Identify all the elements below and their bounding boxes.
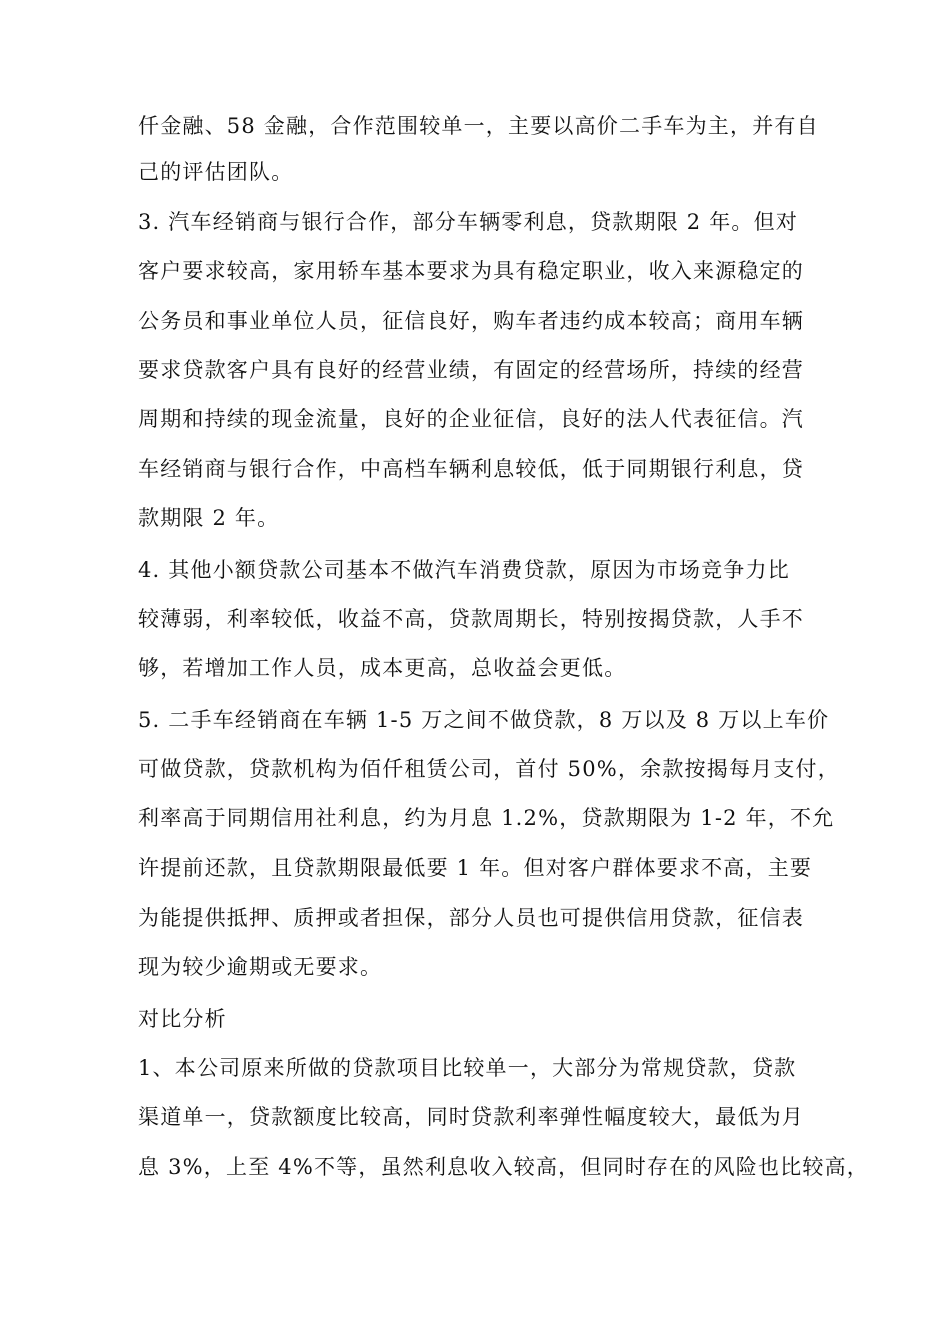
text-line: 息 3%，上至 4%不等，虽然利息收入较高，但同时存在的风险也比较高， xyxy=(138,1155,869,1179)
text-line: 己的评估团队。 xyxy=(138,160,294,184)
text-line: 许提前还款，且贷款期限最低要 1 年。但对客户群体要求不高，主要 xyxy=(138,856,813,880)
text-line: 1、本公司原来所做的贷款项目比较单一，大部分为常规贷款，贷款 xyxy=(138,1056,797,1080)
text-line: 4. 其他小额贷款公司基本不做汽车消费贷款，原因为市场竞争力比 xyxy=(138,558,790,582)
text-line: 公务员和事业单位人员，征信良好，购车者违约成本较高；商用车辆 xyxy=(138,309,804,333)
text-line: 够，若增加工作人员，成本更高，总收益会更低。 xyxy=(138,656,627,680)
text-line: 5. 二手车经销商在车辆 1-5 万之间不做贷款，8 万以及 8 万以上车价 xyxy=(138,708,830,732)
text-line: 款期限 2 年。 xyxy=(138,506,280,530)
text-line: 要求贷款客户具有良好的经营业绩，有固定的经营场所，持续的经营 xyxy=(138,358,804,382)
text-line: 车经销商与银行合作，中高档车辆利息较低，低于同期银行利息，贷 xyxy=(138,457,804,481)
text-line: 3. 汽车经销商与银行合作，部分车辆零利息，贷款期限 2 年。但对 xyxy=(138,210,799,234)
text-line: 周期和持续的现金流量，良好的企业征信，良好的法人代表征信。汽 xyxy=(138,407,804,431)
text-line: 现为较少逾期或无要求。 xyxy=(138,955,383,979)
text-line: 可做贷款，贷款机构为佰仟租赁公司，首付 50%，余款按揭每月支付， xyxy=(138,757,840,781)
text-line: 客户要求较高，家用轿车基本要求为具有稳定职业，收入来源稳定的 xyxy=(138,259,804,283)
text-line: 较薄弱，利率较低，收益不高，贷款周期长，特别按揭贷款，人手不 xyxy=(138,607,804,631)
text-line: 仟金融、58 金融，合作范围较单一，主要以高价二手车为主，并有自 xyxy=(138,114,819,138)
section-heading: 对比分析 xyxy=(138,1007,227,1031)
text-line: 利率高于同期信用社利息，约为月息 1.2%，贷款期限为 1-2 年，不允 xyxy=(138,806,835,830)
text-line: 渠道单一，贷款额度比较高，同时贷款利率弹性幅度较大，最低为月 xyxy=(138,1105,804,1129)
text-line: 为能提供抵押、质押或者担保，部分人员也可提供信用贷款，征信表 xyxy=(138,906,804,930)
